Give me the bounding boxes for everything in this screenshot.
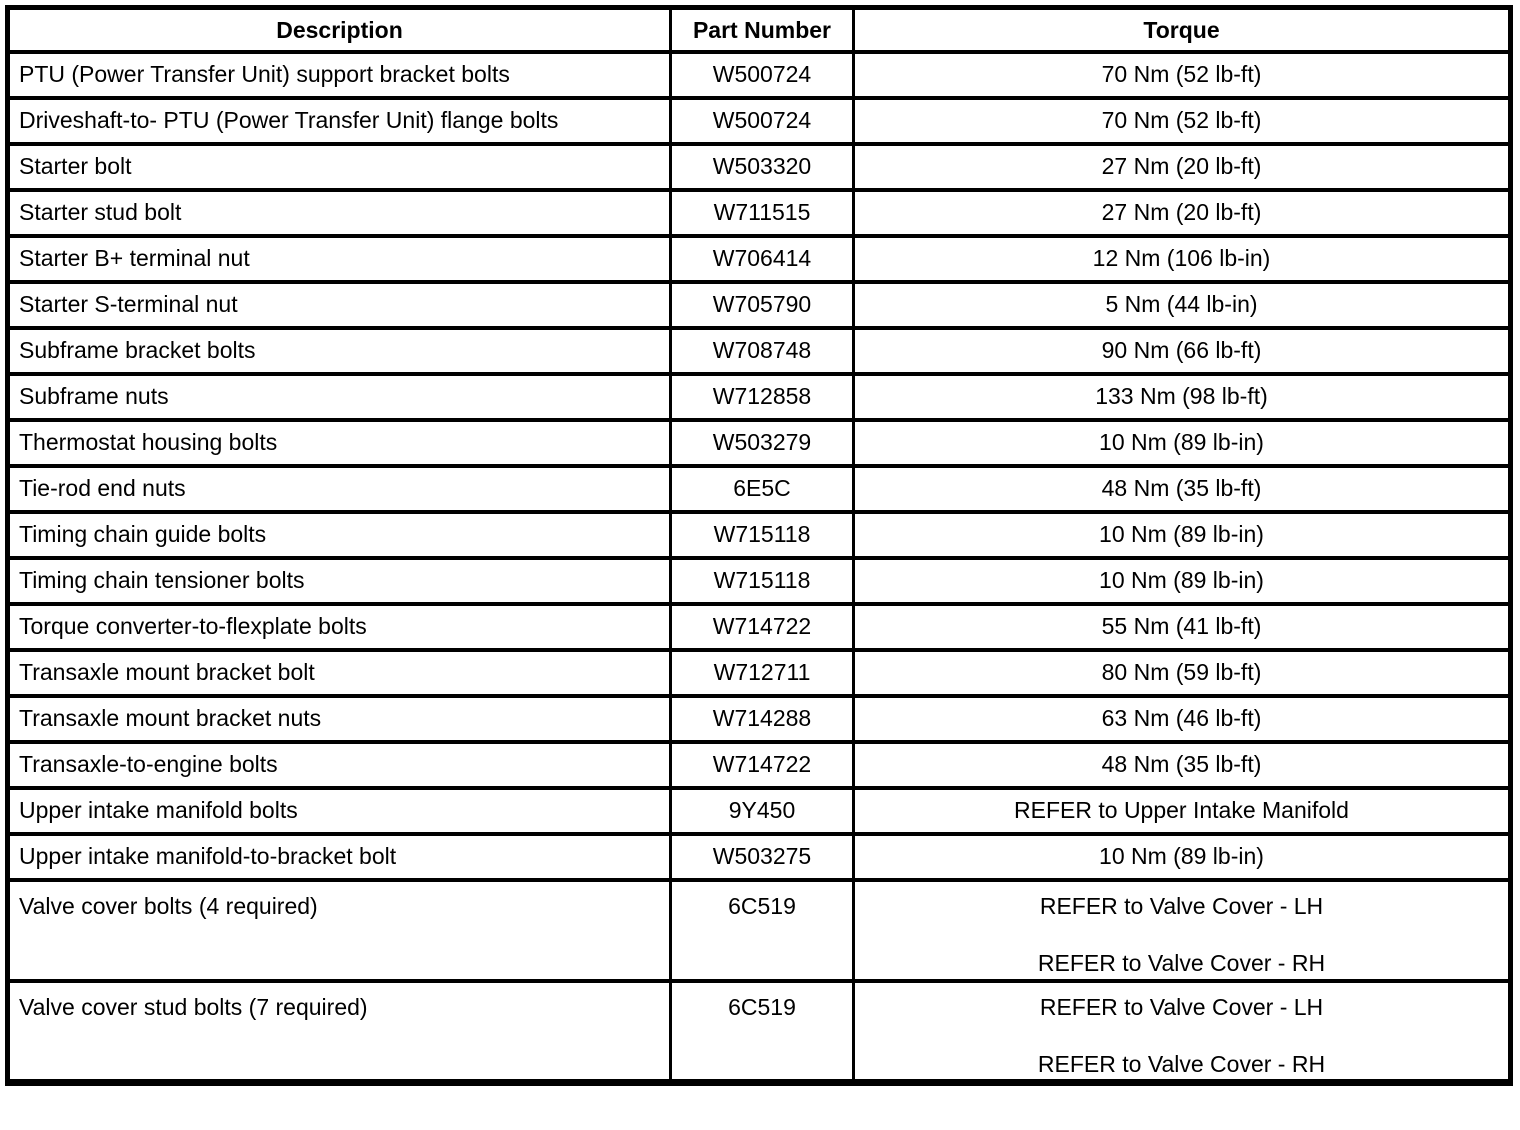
torque-value: 55 Nm (41 lb-ft) [1101, 613, 1262, 640]
header-torque: Torque [854, 8, 1511, 52]
description-cell: Transaxle-to-engine bolts [8, 742, 671, 788]
table-row [8, 788, 1511, 834]
part-number-cell: W503320 [671, 144, 854, 190]
torque-value: 70 Nm (52 lb-ft) [1101, 61, 1262, 88]
part-number-cell: W714722 [671, 604, 854, 650]
torque-value: 10 Nm (89 lb-in) [1099, 521, 1264, 548]
torque-cell [854, 742, 1511, 788]
torque-value: 12 Nm (106 lb-in) [1092, 245, 1271, 272]
header-description: Description [8, 8, 671, 52]
part-number-cell: W712711 [671, 650, 854, 696]
torque-cell [854, 190, 1511, 236]
part-number-cell: W708748 [671, 328, 854, 374]
spec-table-body [8, 52, 1511, 1083]
torque-value: REFER to Upper Intake Manifold [1014, 797, 1349, 824]
part-number-cell: W714722 [671, 742, 854, 788]
description-cell: Subframe nuts [8, 374, 671, 420]
torque-cell [854, 558, 1511, 604]
table-row [8, 742, 1511, 788]
part-number-cell: 6C519 [671, 981, 854, 1083]
description-cell: Transaxle mount bracket bolt [8, 650, 671, 696]
description-cell: Torque converter-to-flexplate bolts [8, 604, 671, 650]
torque-cell [854, 834, 1511, 880]
torque-value: 27 Nm (20 lb-ft) [1101, 153, 1262, 180]
table-row [8, 190, 1511, 236]
part-number-cell: W715118 [671, 558, 854, 604]
description-cell: Driveshaft-to- PTU (Power Transfer Unit) flange bolts [8, 98, 671, 144]
torque-value: 90 Nm (66 lb-ft) [1101, 337, 1262, 364]
torque-cell [854, 374, 1511, 420]
torque-cell [854, 512, 1511, 558]
torque-value: REFER to Valve Cover - LH [1039, 892, 1324, 919]
table-row [8, 236, 1511, 282]
table-row [8, 558, 1511, 604]
description-cell: Transaxle mount bracket nuts [8, 696, 671, 742]
torque-cell [854, 236, 1511, 282]
table-row [8, 98, 1511, 144]
header-part-number: Part Number [671, 8, 854, 52]
description-cell: Timing chain tensioner bolts [8, 558, 671, 604]
torque-cell [854, 328, 1511, 374]
torque-value: 5 Nm (44 lb-in) [1105, 291, 1258, 318]
description-cell: Tie-rod end nuts [8, 466, 671, 512]
description-cell: Upper intake manifold bolts [8, 788, 671, 834]
table-row [8, 466, 1511, 512]
part-number-cell: 9Y450 [671, 788, 854, 834]
part-number-cell: W500724 [671, 98, 854, 144]
table-row [8, 696, 1511, 742]
torque-cell [854, 282, 1511, 328]
description-cell: Thermostat housing bolts [8, 420, 671, 466]
torque-value: 10 Nm (89 lb-in) [1099, 429, 1264, 456]
part-number-cell: W503279 [671, 420, 854, 466]
torque-cell [854, 981, 1511, 1083]
torque-value: 80 Nm (59 lb-ft) [1101, 659, 1262, 686]
part-number-cell: 6C519 [671, 880, 854, 981]
torque-value: 48 Nm (35 lb-ft) [1101, 751, 1262, 778]
torque-cell [854, 98, 1511, 144]
torque-value: 10 Nm (89 lb-in) [1099, 567, 1264, 594]
table-row [8, 144, 1511, 190]
table-row [8, 420, 1511, 466]
torque-value: 27 Nm (20 lb-ft) [1101, 199, 1262, 226]
table-row [8, 834, 1511, 880]
torque-cell [854, 604, 1511, 650]
part-number-cell: W705790 [671, 282, 854, 328]
part-number-cell: W715118 [671, 512, 854, 558]
description-cell: Starter bolt [8, 144, 671, 190]
torque-cell [854, 466, 1511, 512]
description-cell: Upper intake manifold-to-bracket bolt [8, 834, 671, 880]
description-cell: Valve cover stud bolts (7 required) [8, 981, 671, 1083]
part-number-cell: W503275 [671, 834, 854, 880]
description-cell: PTU (Power Transfer Unit) support bracket bolts [8, 52, 671, 98]
table-row [8, 604, 1511, 650]
torque-cell [854, 880, 1511, 981]
table-row [8, 282, 1511, 328]
torque-value: REFER to Valve Cover - RH [1037, 949, 1326, 976]
table-row [8, 52, 1511, 98]
description-cell: Timing chain guide bolts [8, 512, 671, 558]
part-number-cell: W714288 [671, 696, 854, 742]
torque-value: 63 Nm (46 lb-ft) [1101, 705, 1262, 732]
torque-cell [854, 420, 1511, 466]
torque-cell [854, 696, 1511, 742]
torque-value: 133 Nm (98 lb-ft) [1095, 383, 1268, 410]
description-cell: Starter S-terminal nut [8, 282, 671, 328]
part-number-cell: W711515 [671, 190, 854, 236]
part-number-cell: 6E5C [671, 466, 854, 512]
torque-cell [854, 144, 1511, 190]
table-row [8, 981, 1511, 1083]
description-cell: Valve cover bolts (4 required) [8, 880, 671, 981]
table-row [8, 328, 1511, 374]
torque-cell [854, 52, 1511, 98]
part-number-cell: W706414 [671, 236, 854, 282]
table-row [8, 650, 1511, 696]
torque-cell [854, 788, 1511, 834]
part-number-cell: W500724 [671, 52, 854, 98]
description-cell: Starter stud bolt [8, 190, 671, 236]
table-header [8, 8, 1511, 52]
torque-value: REFER to Valve Cover - RH [1037, 1050, 1326, 1077]
table-row [8, 880, 1511, 981]
torque-spec-table [5, 5, 1513, 1086]
description-cell: Starter B+ terminal nut [8, 236, 671, 282]
table-row [8, 374, 1511, 420]
torque-value: 70 Nm (52 lb-ft) [1101, 107, 1262, 134]
torque-value: REFER to Valve Cover - LH [1039, 993, 1324, 1020]
part-number-cell: W712858 [671, 374, 854, 420]
table-row [8, 512, 1511, 558]
torque-value: 10 Nm (89 lb-in) [1099, 843, 1264, 870]
header-row [8, 8, 1511, 52]
torque-value: 48 Nm (35 lb-ft) [1101, 475, 1262, 502]
description-cell: Subframe bracket bolts [8, 328, 671, 374]
torque-cell [854, 650, 1511, 696]
